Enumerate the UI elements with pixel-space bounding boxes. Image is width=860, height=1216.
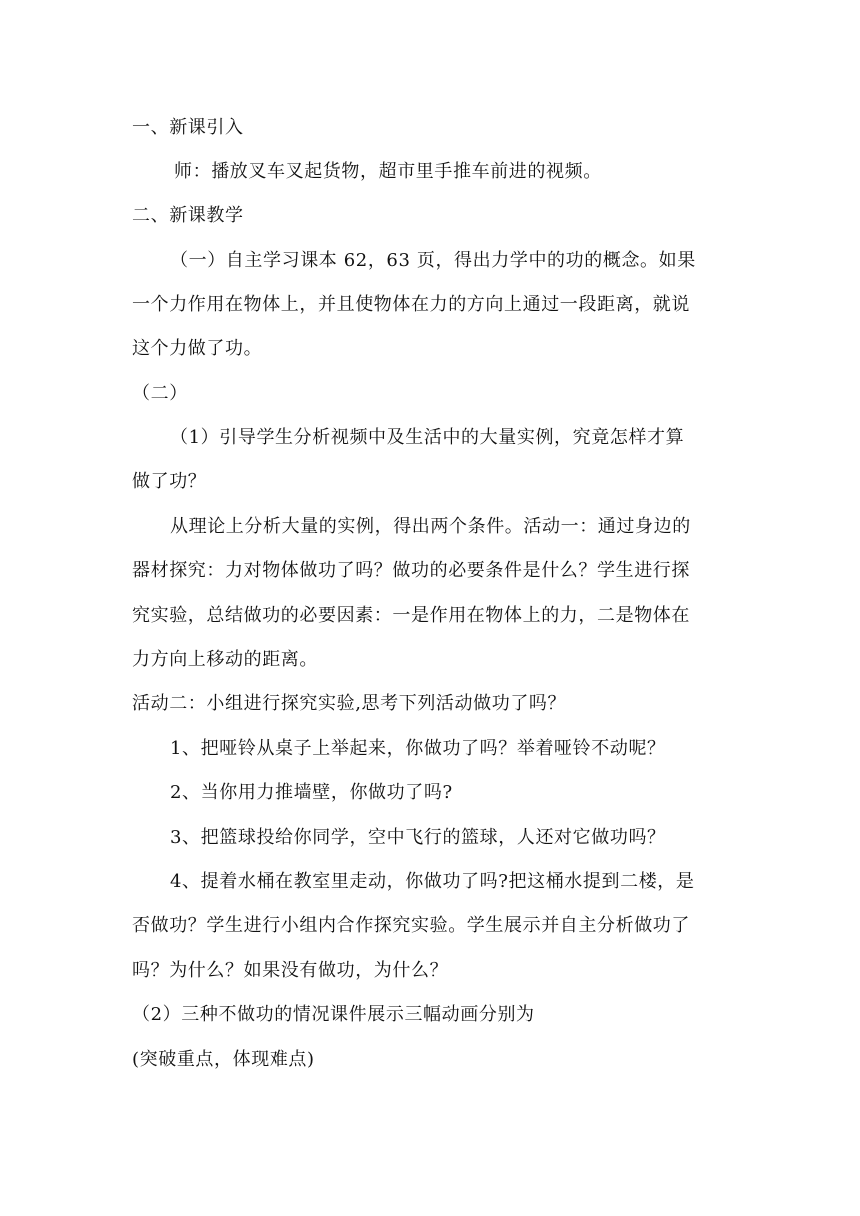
section-label: （二） — [132, 383, 188, 404]
paragraph-line: 做了功？ — [132, 471, 207, 492]
paragraph-line: 否做功？学生进行小组内合作探究实验。学生展示并自主分析做功了 — [132, 915, 690, 936]
paragraph-line: （2）三种不做功的情况课件展示三幅动画分别为 — [132, 1004, 535, 1025]
paragraph-line: 从理论上分析大量的实例，得出两个条件。活动一：通过身边的 — [170, 516, 691, 537]
paragraph-line: （一）自主学习课本 62，63 页，得出力学中的功的概念。如果 — [170, 250, 696, 271]
activity-two-label: 活动二：小组进行探究实验,思考下列活动做功了吗？ — [132, 693, 567, 714]
paragraph-line: （1）引导学生分析视频中及生活中的大量实例，究竟怎样才算 — [170, 427, 685, 448]
heading-new-lesson-teaching: 二、新课教学 — [132, 205, 244, 226]
paragraph-line: 究实验，总结做功的必要因素：一是作用在物体上的力，二是物体在 — [132, 605, 690, 626]
paragraph-line: 力方向上移动的距离。 — [132, 649, 318, 670]
list-item: 4、提着水桶在教室里走动，你做功了吗?把这桶水提到二楼，是 — [170, 871, 695, 892]
paragraph-line: 这个力做了功。 — [132, 338, 263, 359]
list-item: 1、把哑铃从桌子上举起来，你做功了吗？举着哑铃不动呢？ — [170, 738, 666, 759]
heading-new-lesson-intro: 一、新课引入 — [132, 117, 244, 138]
paragraph-line: 器材探究：力对物体做功了吗？做功的必要条件是什么？学生进行探 — [132, 560, 690, 581]
paragraph-line: (突破重点，体现难点) — [132, 1049, 315, 1070]
list-item: 2、当你用力推墙壁，你做功了吗? — [170, 782, 453, 803]
paragraph-line: 吗？为什么？如果没有做功，为什么？ — [132, 960, 449, 981]
paragraph-line: 师：播放叉车叉起货物，超市里手推车前进的视频。 — [174, 161, 602, 182]
list-item: 3、把篮球投给你同学，空中飞行的篮球，人还对它做功吗？ — [170, 827, 666, 848]
paragraph-line: 一个力作用在物体上，并且使物体在力的方向上通过一段距离，就说 — [132, 294, 690, 315]
